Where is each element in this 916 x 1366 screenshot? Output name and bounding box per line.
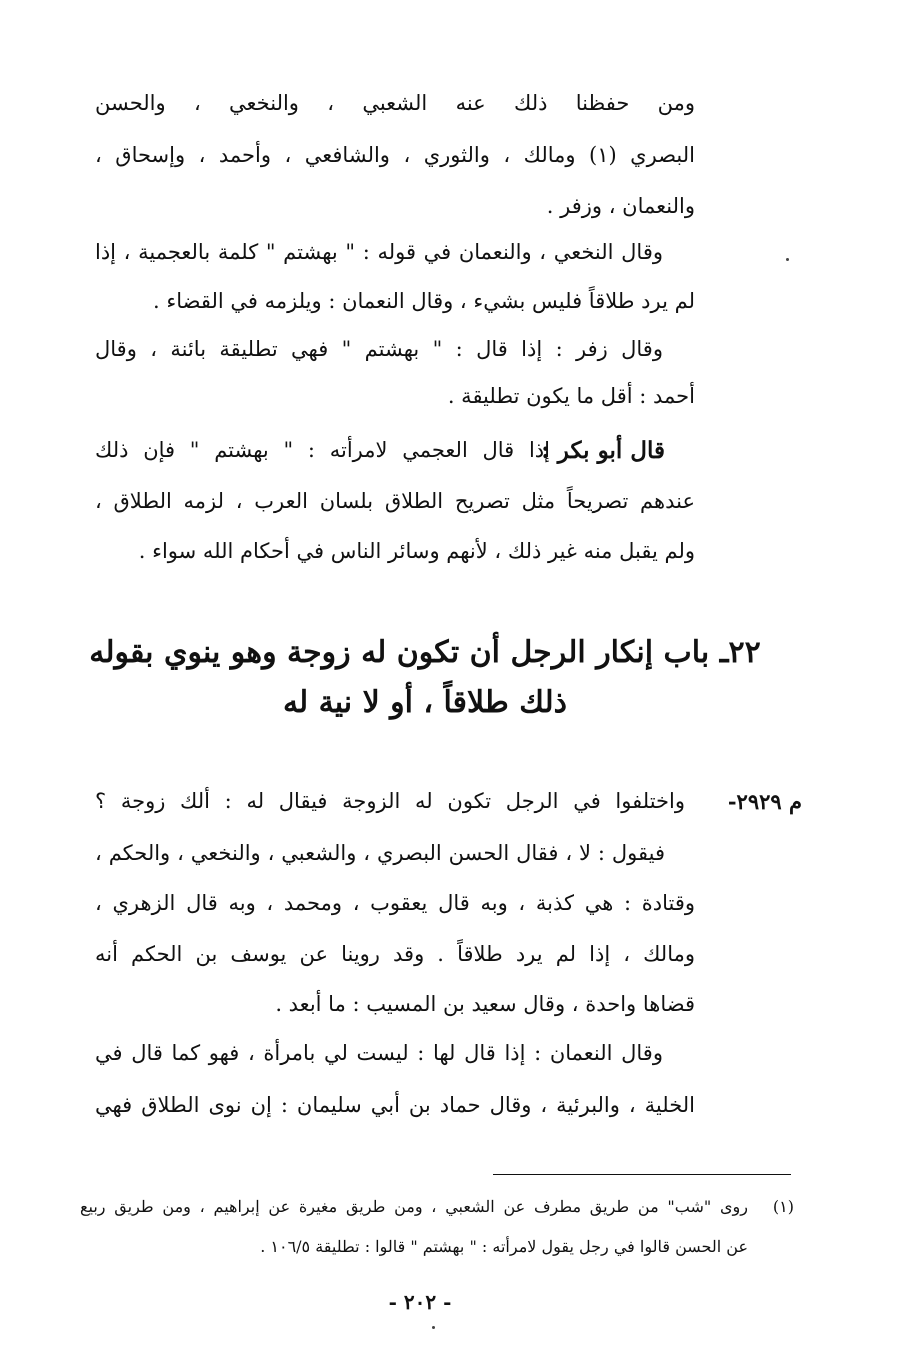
footnote-line-1: روى "شب" من طريق مطرف عن الشعبي ، ومن طريق مغيرة عن إبراهيم ، ومن طريق ربيع [80,1197,748,1216]
scan-speck [786,258,789,261]
paragraph-5-line-1: واختلفوا في الرجل تكون له الزوجة فيقال له : ألك زوجة ؟ [95,789,685,813]
paragraph-5-line-3: وقتادة : هي كذبة ، وبه قال يعقوب ، ومحمد ، وبه قال الزهري ، [95,891,695,915]
footnote-marker: (١) [772,1197,794,1216]
footnote-separator [493,1174,791,1175]
paragraph-2-line-2: لم يرد طلاقاً فليس بشيء ، وقال النعمان : ويلزمه في القضاء . [153,289,695,313]
abu-bakr-lead: قال أبو بكر : [541,437,665,464]
paragraph-4-line-3: ولم يقبل منه غير ذلك ، لأنهم وسائر الناس في أحكام الله سواء . [138,539,695,563]
paragraph-1-line-3: والنعمان ، وزفر . [546,194,695,218]
paragraph-5-line-4: ومالك ، إذا لم يرد طلاقاً . وقد روينا عن يوسف بن الحكم أنه [95,942,695,966]
entry-number: م ٢٩٢٩- [727,789,802,814]
page-number: - ٢٠٢ - [388,1290,452,1314]
paragraph-5-line-2: فيقول : لا ، فقال الحسن البصري ، والشعبي ، والنخعي ، والحكم ، [95,841,665,865]
paragraph-1-line-2: البصري (١) ومالك ، والثوري ، والشافعي ، وأحمد ، وإسحاق ، [95,143,695,167]
paragraph-5-line-5: قضاها واحدة ، وقال سعيد بن المسيب : ما أبعد . [275,992,695,1016]
chapter-heading-line-2: ذلك طلاقاً ، أو لا نية له [282,685,568,720]
paragraph-4-line-1: إذا قال العجمي لامرأته : " بهشتم " فإن ذلك [95,438,550,462]
chapter-heading-line-1: ٢٢ـ باب إنكار الرجل أن تكون له زوجة وهو ينوي بقوله [89,635,761,670]
paragraph-6-line-2: الخلية ، والبرئية ، وقال حماد بن أبي سليمان : إن نوى الطلاق فهي [95,1093,695,1117]
paragraph-4-line-2: عندهم تصريحاً مثل تصريح الطلاق بلسان العرب ، لزمه الطلاق ، [95,489,695,513]
paragraph-6-line-1: وقال النعمان : إذا قال لها : ليست لي بامرأة ، فهو كما قال في [95,1041,663,1065]
paragraph-3-line-1: وقال زفر : إذا قال : " بهشتم " فهي تطليقة بائنة ، وقال [95,337,663,361]
paragraph-3-line-2: أحمد : أقل ما يكون تطليقة . [447,384,695,408]
footnote-line-2: عن الحسن قالوا في رجل يقول لامرأته : " بهشتم " قالوا : تطليقة ١٠٦/٥ . [260,1237,748,1256]
paragraph-1-line-1: ومن حفظنا ذلك عنه الشعبي ، والنخعي ، والحسن [95,91,695,115]
scan-speck [432,1326,435,1329]
paragraph-2-line-1: وقال النخعي ، والنعمان في قوله : " بهشتم " كلمة بالعجمية ، إذا [95,240,663,264]
